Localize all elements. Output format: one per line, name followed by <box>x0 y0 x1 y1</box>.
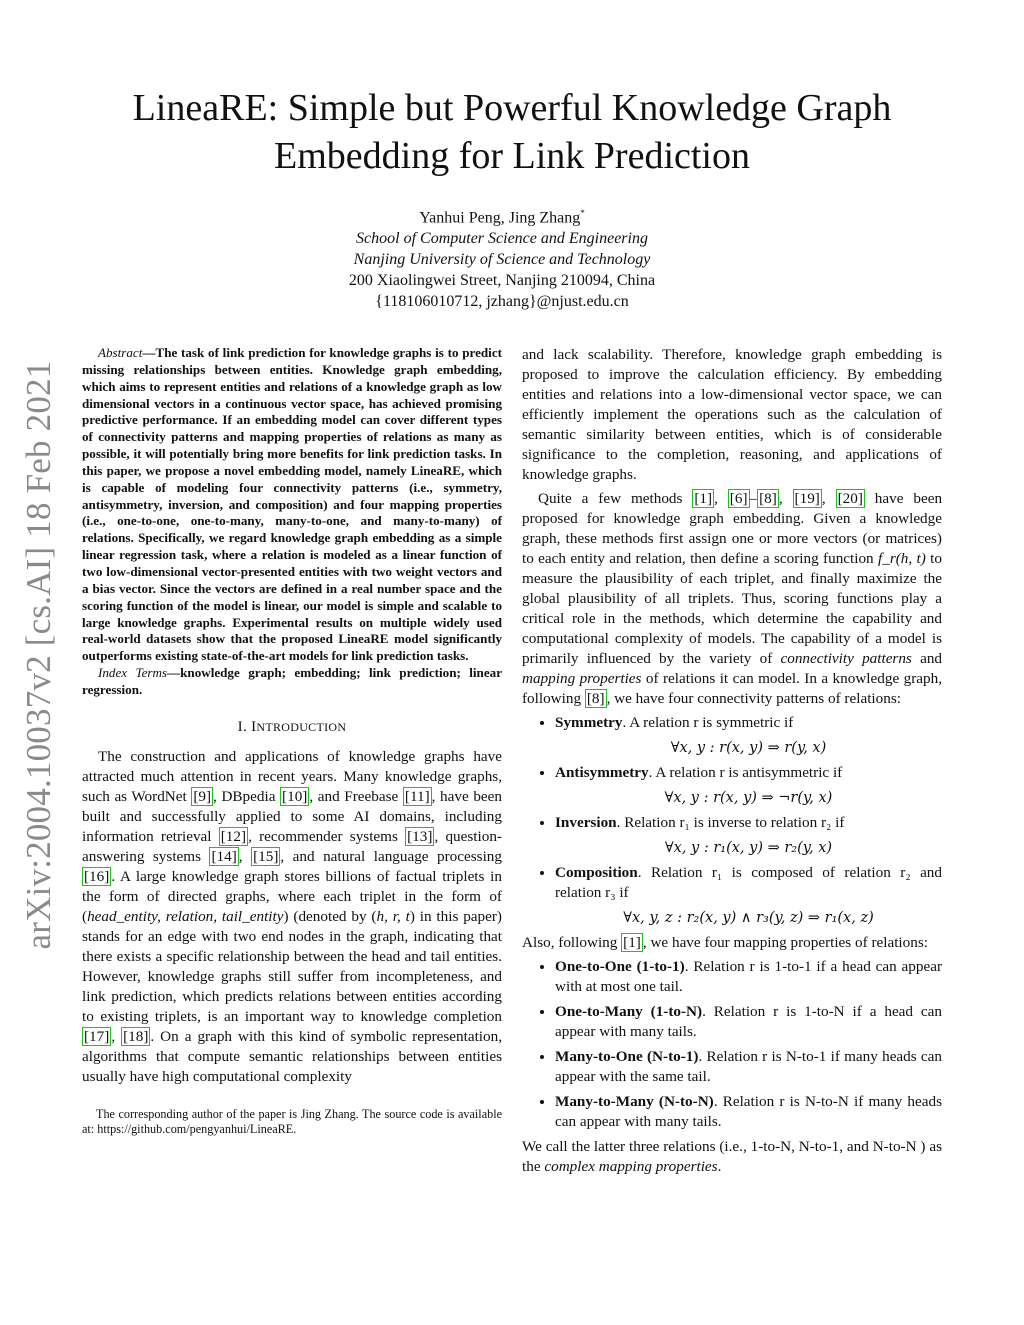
mapping-property-list <box>522 957 942 1132</box>
intro-paragraph: The construction and applications of knowledge graphs have attracted much attention in recent years. Many knowledge graphs, such as WordNet [9] , DBpedia [10] , and Freebase [11] , have been built and successfully applied to some AI domains, including information retrieval [12] , recommender systems [13] , question-answering systems [14] , [15] , and natural language processing [16] . A large knowledge graph stores billions of factual triplets in the form of directed graphs, where each triplet in the form of (head_entity, relation, tail_entity) (denoted by (h, r, t) in this paper) stands for an edge with two end nodes in the graph, indicating that there exists a specific relationship between the head and tail entities. However, knowledge graphs still suffer from incompleteness, and link prediction, which predicts relations between entities according to existing triplets, is an important way to knowledge completion [17] , [18] . On a graph with this kind of symbolic representation, algorithms that compute semantic relationships between entities usually have high computational complexity <box>82 747 503 1085</box>
abstract-label: Abstract <box>98 345 143 360</box>
author-names: Yanhui Peng, Jing Zhang* <box>419 208 585 227</box>
citation-link[interactable]: [15] <box>253 847 279 865</box>
citation-link[interactable]: [20] <box>837 490 863 507</box>
emails: {118106010712, jzhang}@njust.edu.cn <box>375 293 629 311</box>
affiliation-school: School of Computer Science and Engineering <box>356 230 648 248</box>
address: 200 Xiaolingwei Street, Nanjing 210094, China <box>348 272 656 290</box>
equation: ∀x, y : r(x, y) ⇒ r(y, x) <box>670 740 827 756</box>
footnote: The corresponding author of the paper is Jing Zhang. The source code is available at: https://github.com/pengyanhui/LineaRE. <box>82 1106 502 1137</box>
index-terms-text: —knowledge graph; embedding; link prediction; linear regression. <box>82 665 503 697</box>
author-block <box>200 203 804 312</box>
abstract <box>82 345 502 699</box>
scoring-function: f_r(h, t) <box>878 550 926 567</box>
title-line-2: Embedding for Link Prediction <box>274 135 750 177</box>
citation-link[interactable]: [14] <box>211 847 237 865</box>
list-item: • Inversion. Relation r₁ is inverse to relation r₂ if ∀x, y : r₁(x, y) ⇒ r₂(y, x) <box>555 813 942 858</box>
citation-link[interactable]: [12] <box>220 827 247 845</box>
equation: ∀x, y, z : r₂(x, y) ∧ r₃(y, z) ⇒ r₁(x, z) <box>623 910 874 926</box>
arxiv-sidebar-stamp <box>14 360 64 950</box>
paper-title <box>60 84 964 180</box>
equation: ∀x, y : r(x, y) ⇒ ¬r(y, x) <box>664 790 833 806</box>
list-item: • Composition. Relation r₁ is composed of relation r₂ and relation r₃ if ∀x, y, z : r₂(x, y) ∧ r₃(y, z) ⇒ r₁(x, z) <box>555 863 942 928</box>
title-line-1: LineaRE: Simple but Powerful Knowledge Graph <box>132 87 892 129</box>
connectivity-pattern-list <box>522 713 942 928</box>
list-item: • One-to-Many (1-to-N). Relation r is 1-to-N if a head can appear with many tails. <box>555 1002 942 1042</box>
citation-link[interactable]: [1] <box>694 490 713 507</box>
citation-link[interactable]: [16] <box>84 867 110 885</box>
citation-link[interactable]: [1] <box>623 934 641 951</box>
list-item: • Many-to-One (N-to-1). Relation r is N-to-1 if many heads can appear with the same tail. <box>555 1047 942 1087</box>
citation-link[interactable]: [6] <box>729 490 748 507</box>
right-paragraph-2: Quite a few methods [1] , [6] – [8] , [19] , [20] have been proposed for knowledge graph embedding. Given a knowledge graph, these methods first assign one or more vectors (or matrices) to each entity and relation, then define a scoring function f_r(h, t) to measure the plausibility of each triplet, and finally maximize the global plausibility of all triplets. Thus, scoring functions play a critical role in the methods, which determine the capability and computational complexity of models. The capability of a model is primarily influenced by the variety of connectivity patterns and mapping properties of relations it can model. In a knowledge graph, following [8] , we have four connectivity patterns of relations: <box>522 490 943 707</box>
citation-link[interactable]: [17] <box>84 1027 110 1045</box>
section-heading-introduction: I. INTRODUCTION <box>237 718 347 735</box>
citation-link[interactable]: [8] <box>759 490 777 507</box>
left-column <box>82 345 502 1138</box>
index-terms-label: Index Terms <box>98 665 168 681</box>
corresponding-author-mark: * <box>580 208 585 218</box>
abstract-text: —The task of link prediction for knowledge graphs is to predict missing relationships between entities. Knowledge graph embedding, which aims to represent entities and relations of a knowledge graph as low dimensional vectors in a continuous vector space, has achieved promising predictive performance. If an embedding model can cover different types of connectivity patterns and mapping properties of relations as many as possible, it will potentially bring more benefits for link prediction tasks. In this paper, we propose a novel embedding model, namely LineaRE, which is capable of modeling four connectivity patterns (i.e., symmetry, antisymmetry, inversion, and composition) and four mapping properties (i.e., one-to-one, one-to-many, many-to-one, and many-to-many) of relations. Specifically, we regard knowledge graph embedding as a simple linear regression task, where a relation is modeled as a linear function of two low-dimensional vector-presented entities with two weight vectors and a bias vector. Since the vectors are defined in a real number space and the scoring function of the model is linear, our model is simple and scalable to large knowledge graphs. Experimental results on multiple widely used real-world datasets show that the proposed LineaRE model significantly outperforms existing state-of-the-art models for link prediction tasks. <box>82 345 502 664</box>
right-paragraph-3: Also, following [1] , we have four mapping properties of relations: <box>522 934 928 951</box>
citation-link[interactable]: [18] <box>123 1027 149 1045</box>
citation-link[interactable]: [9] <box>193 787 212 805</box>
list-item: • Antisymmetry. A relation r is antisymmetric if ∀x, y : r(x, y) ⇒ ¬r(y, x) <box>555 763 942 808</box>
citation-link[interactable]: [11] <box>404 787 430 805</box>
citation-link[interactable]: [19] <box>794 490 820 507</box>
right-column <box>522 345 942 1177</box>
list-item: • Many-to-Many (N-to-N). Relation r is N-to-N if many heads can appear with many tails. <box>555 1092 942 1132</box>
citation-link[interactable]: [13] <box>407 827 433 845</box>
arxiv-id: arXiv:2004.10037v2 [cs.AI] 18 Feb 2021 <box>19 360 58 950</box>
right-paragraph-4: We call the latter three relations (i.e., 1-to-N, N-to-1, and N-to-N ) as the complex mapping properties. <box>522 1138 942 1175</box>
right-paragraph-1: and lack scalability. Therefore, knowledge graph embedding is proposed to improve the calculation efficiency. By embedding entities and relations into a low-dimensional vector space, we can efficiently implement the operations such as the calculation of semantic similarity between entities, which is of considerable significance to the completion, reasoning, and applications of knowledge graphs. <box>522 346 942 483</box>
affiliation-university: Nanjing University of Science and Technology <box>353 251 651 269</box>
citation-link[interactable]: [8] <box>586 690 605 707</box>
equation: ∀x, y : r₁(x, y) ⇒ r₂(y, x) <box>664 840 833 856</box>
list-item: • One-to-One (1-to-1). Relation r is 1-to-1 if a head can appear with at most one tail. <box>555 957 942 997</box>
citation-link[interactable]: [10] <box>282 787 308 805</box>
list-item: • Symmetry. A relation r is symmetric if ∀x, y : r(x, y) ⇒ r(y, x) <box>555 713 942 758</box>
